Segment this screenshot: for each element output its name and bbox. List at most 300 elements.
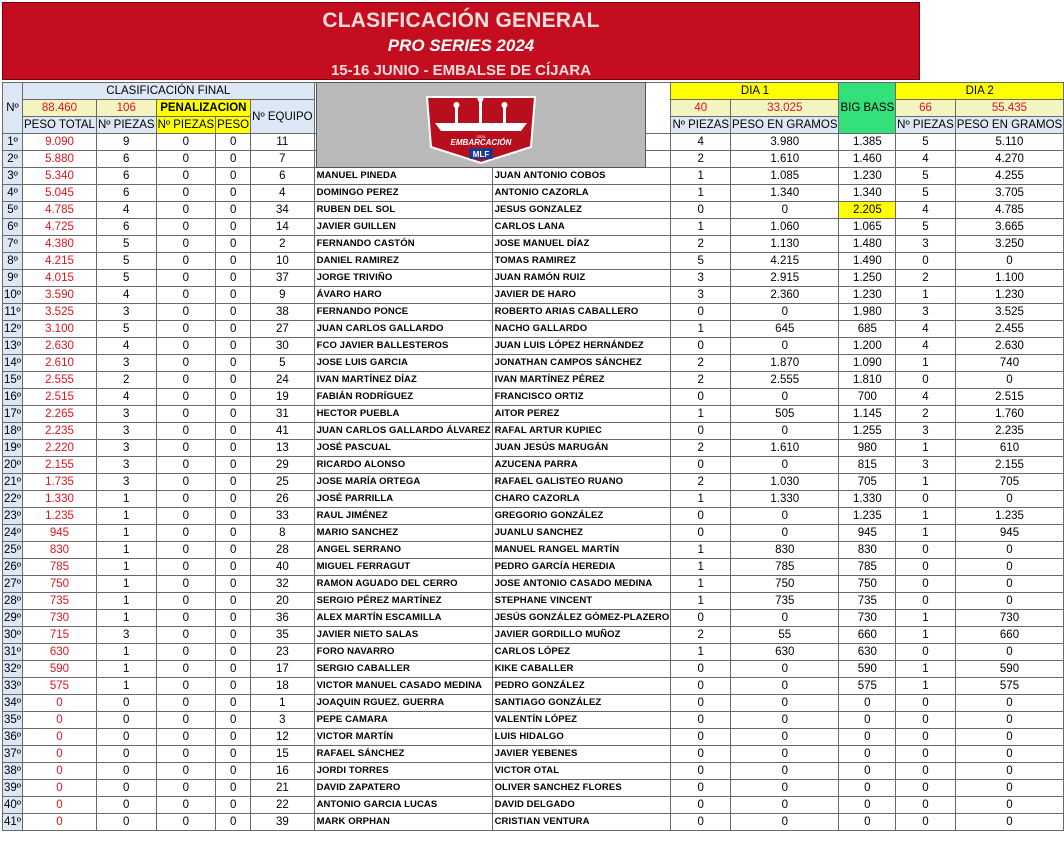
cell-angler-2: GREGORIO GONZÁLEZ <box>492 508 671 525</box>
table-row <box>3 678 1064 695</box>
cell-d1-peso: 4.215 <box>731 253 839 270</box>
cell-d2-peso: 0 <box>955 797 1063 814</box>
cell-pen-peso: 0 <box>216 389 251 406</box>
cell-d1-piezas: 0 <box>671 610 731 627</box>
cell-pen-peso: 0 <box>216 219 251 236</box>
cell-equipo: 31 <box>251 406 314 423</box>
cell-d1-piezas: 0 <box>671 814 731 831</box>
cell-d2-peso: 0 <box>955 576 1063 593</box>
cell-d1-piezas: 0 <box>671 678 731 695</box>
cell-pen-piezas: 0 <box>156 423 216 440</box>
cell-d1-piezas: 0 <box>671 338 731 355</box>
cell-d2-peso: 730 <box>955 610 1063 627</box>
cell-big-bass: 0 <box>839 814 896 831</box>
cell-d1-peso: 0 <box>731 508 839 525</box>
cell-big-bass: 2.205 <box>839 202 896 219</box>
cell-d2-piezas: 4 <box>896 202 956 219</box>
cell-d2-peso: 0 <box>955 372 1063 389</box>
cell-piezas: 3 <box>96 627 156 644</box>
cell-pen-peso: 0 <box>216 440 251 457</box>
cell-d1-peso: 1.085 <box>731 168 839 185</box>
table-row <box>3 236 1064 253</box>
cell-d1-peso: 505 <box>731 406 839 423</box>
cell-equipo: 27 <box>251 321 314 338</box>
cell-peso-total: 785 <box>23 559 97 576</box>
cell-peso-total: 0 <box>23 814 97 831</box>
cell-d1-piezas: 0 <box>671 202 731 219</box>
cell-pos: 4º <box>3 185 23 202</box>
cell-d2-peso: 1.230 <box>955 287 1063 304</box>
cell-angler-2: JUAN ANTONIO COBOS <box>492 168 671 185</box>
cell-angler-2: JOSE ANTONIO CASADO MEDINA <box>492 576 671 593</box>
cell-pen-piezas: 0 <box>156 610 216 627</box>
cell-peso-total: 1.735 <box>23 474 97 491</box>
cell-peso-total: 5.880 <box>23 151 97 168</box>
cell-peso-total: 590 <box>23 661 97 678</box>
cell-equipo: 21 <box>251 780 314 797</box>
boat-logo-icon <box>421 87 541 165</box>
cell-pen-peso: 0 <box>216 729 251 746</box>
cell-peso-total: 630 <box>23 644 97 661</box>
cell-peso-total: 730 <box>23 610 97 627</box>
cell-pen-peso: 0 <box>216 304 251 321</box>
big-bass-header: BIG BASS <box>839 83 896 134</box>
cell-d1-peso: 830 <box>731 542 839 559</box>
cell-big-bass: 0 <box>839 797 896 814</box>
cell-d1-peso: 645 <box>731 321 839 338</box>
cell-pen-peso: 0 <box>216 474 251 491</box>
cell-d1-peso: 0 <box>731 695 839 712</box>
cell-pen-peso: 0 <box>216 185 251 202</box>
cell-peso-total: 3.100 <box>23 321 97 338</box>
cell-pen-piezas: 0 <box>156 695 216 712</box>
cell-pen-piezas: 0 <box>156 406 216 423</box>
total-weight: 88.460 <box>23 100 97 117</box>
cell-pen-peso: 0 <box>216 202 251 219</box>
cell-pos: 26º <box>3 559 23 576</box>
cell-big-bass: 1.255 <box>839 423 896 440</box>
cell-big-bass: 1.250 <box>839 270 896 287</box>
cell-d1-peso: 0 <box>731 814 839 831</box>
cell-d2-peso: 0 <box>955 763 1063 780</box>
cell-big-bass: 980 <box>839 440 896 457</box>
cell-d1-piezas: 1 <box>671 542 731 559</box>
col-equipo-header: Nº EQUIPO <box>251 100 314 134</box>
cell-pen-peso: 0 <box>216 525 251 542</box>
cell-peso-total: 2.265 <box>23 406 97 423</box>
cell-pos: 10º <box>3 287 23 304</box>
cell-d1-piezas: 1 <box>671 321 731 338</box>
cell-d1-peso: 630 <box>731 644 839 661</box>
cell-d1-peso: 0 <box>731 746 839 763</box>
cell-pen-peso: 0 <box>216 627 251 644</box>
cell-d1-peso: 1.060 <box>731 219 839 236</box>
cell-d2-piezas: 0 <box>896 746 956 763</box>
cell-equipo: 40 <box>251 559 314 576</box>
cell-peso-total: 0 <box>23 746 97 763</box>
cell-pen-peso: 0 <box>216 253 251 270</box>
cell-big-bass: 685 <box>839 321 896 338</box>
cell-d1-piezas: 1 <box>671 406 731 423</box>
cell-angler-1: SERGIO CABALLER <box>314 661 492 678</box>
cell-d2-peso: 1.235 <box>955 508 1063 525</box>
cell-angler-1: RUBEN DEL SOL <box>314 202 492 219</box>
cell-angler-2: JESUS GONZALEZ <box>492 202 671 219</box>
cell-d1-piezas: 0 <box>671 389 731 406</box>
cell-piezas: 0 <box>96 814 156 831</box>
cell-angler-2: JUAN RAMÓN RUIZ <box>492 270 671 287</box>
cell-angler-1: JOAQUIN RGUEZ. GUERRA <box>314 695 492 712</box>
title-banner <box>2 2 920 80</box>
table-row <box>3 644 1064 661</box>
cell-pen-peso: 0 <box>216 338 251 355</box>
cell-peso-total: 4.215 <box>23 253 97 270</box>
cell-pen-peso: 0 <box>216 712 251 729</box>
cell-d2-peso: 2.515 <box>955 389 1063 406</box>
cell-equipo: 32 <box>251 576 314 593</box>
cell-piezas: 0 <box>96 712 156 729</box>
cell-d2-peso: 740 <box>955 355 1063 372</box>
cell-pen-piezas: 0 <box>156 304 216 321</box>
cell-peso-total: 0 <box>23 695 97 712</box>
cell-pos: 15º <box>3 372 23 389</box>
cell-pos: 33º <box>3 678 23 695</box>
cell-piezas: 3 <box>96 406 156 423</box>
cell-angler-2: JESÚS GONZÁLEZ GÓMEZ-PLAZERO <box>492 610 671 627</box>
cell-pos: 20º <box>3 457 23 474</box>
cell-d1-peso: 0 <box>731 661 839 678</box>
cell-big-bass: 1.065 <box>839 219 896 236</box>
cell-peso-total: 4.785 <box>23 202 97 219</box>
cell-pen-piezas: 0 <box>156 236 216 253</box>
cell-equipo: 15 <box>251 746 314 763</box>
table-row <box>3 542 1064 559</box>
cell-d1-peso: 1.330 <box>731 491 839 508</box>
cell-big-bass: 1.810 <box>839 372 896 389</box>
cell-d2-piezas: 4 <box>896 338 956 355</box>
cell-d2-peso: 3.250 <box>955 236 1063 253</box>
cell-big-bass: 1.330 <box>839 491 896 508</box>
cell-angler-2: PEDRO GARCÍA HEREDIA <box>492 559 671 576</box>
cell-d1-peso: 1.610 <box>731 440 839 457</box>
cell-piezas: 6 <box>96 168 156 185</box>
cell-equipo: 10 <box>251 253 314 270</box>
cell-equipo: 37 <box>251 270 314 287</box>
cell-angler-2: JUAN LUIS LÓPEZ HERNÁNDEZ <box>492 338 671 355</box>
penalty-header: PENALIZACION <box>156 100 251 117</box>
cell-d1-piezas: 0 <box>671 746 731 763</box>
cell-d1-piezas: 3 <box>671 270 731 287</box>
cell-pos: 39º <box>3 780 23 797</box>
cell-big-bass: 1.340 <box>839 185 896 202</box>
cell-piezas: 1 <box>96 491 156 508</box>
cell-d1-peso: 0 <box>731 678 839 695</box>
cell-d2-peso: 0 <box>955 695 1063 712</box>
cell-angler-1: FCO JAVIER BALLESTEROS <box>314 338 492 355</box>
cell-pen-peso: 0 <box>216 576 251 593</box>
cell-angler-2: NACHO GALLARDO <box>492 321 671 338</box>
cell-angler-1: MARK ORPHAN <box>314 814 492 831</box>
cell-d2-piezas: 3 <box>896 236 956 253</box>
cell-big-bass: 0 <box>839 780 896 797</box>
cell-d1-peso: 0 <box>731 457 839 474</box>
cell-d2-piezas: 0 <box>896 491 956 508</box>
cell-pen-piezas: 0 <box>156 746 216 763</box>
cell-d2-piezas: 0 <box>896 593 956 610</box>
cell-angler-1: JORGE TRIVIÑO <box>314 270 492 287</box>
cell-pos: 7º <box>3 236 23 253</box>
cell-equipo: 35 <box>251 627 314 644</box>
cell-angler-1: PEPE CAMARA <box>314 712 492 729</box>
cell-peso-total: 0 <box>23 797 97 814</box>
table-row <box>3 355 1064 372</box>
cell-pos: 3º <box>3 168 23 185</box>
cell-angler-1: VICTOR MARTÍN <box>314 729 492 746</box>
cell-pos: 9º <box>3 270 23 287</box>
cell-pen-piezas: 0 <box>156 168 216 185</box>
cell-pen-piezas: 0 <box>156 270 216 287</box>
cell-piezas: 4 <box>96 389 156 406</box>
table-row <box>3 763 1064 780</box>
cell-pen-piezas: 0 <box>156 151 216 168</box>
table-row <box>3 338 1064 355</box>
cell-d1-piezas: 4 <box>671 134 731 151</box>
cell-angler-1: MARIO SANCHEZ <box>314 525 492 542</box>
cell-piezas: 1 <box>96 661 156 678</box>
cell-big-bass: 945 <box>839 525 896 542</box>
cell-pos: 21º <box>3 474 23 491</box>
cell-pen-peso: 0 <box>216 542 251 559</box>
cell-big-bass: 1.090 <box>839 355 896 372</box>
cell-d1-piezas: 5 <box>671 253 731 270</box>
table-row <box>3 610 1064 627</box>
cell-d1-piezas: 1 <box>671 559 731 576</box>
cell-pen-piezas: 0 <box>156 559 216 576</box>
col-num-header: Nº <box>3 83 23 134</box>
cell-big-bass: 750 <box>839 576 896 593</box>
cell-pos: 37º <box>3 746 23 763</box>
cell-angler-2: LUIS HIDALGO <box>492 729 671 746</box>
cell-pen-piezas: 0 <box>156 219 216 236</box>
day1-total-weight: 33.025 <box>731 100 839 117</box>
cell-peso-total: 0 <box>23 780 97 797</box>
cell-angler-1: FERNANDO CASTÓN <box>314 236 492 253</box>
cell-pos: 30º <box>3 627 23 644</box>
cell-equipo: 23 <box>251 644 314 661</box>
cell-big-bass: 0 <box>839 695 896 712</box>
cell-angler-1: FABIÁN RODRÍGUEZ <box>314 389 492 406</box>
cell-equipo: 41 <box>251 423 314 440</box>
cell-d2-piezas: 1 <box>896 508 956 525</box>
cell-big-bass: 575 <box>839 678 896 695</box>
cell-peso-total: 3.590 <box>23 287 97 304</box>
cell-d1-peso: 0 <box>731 338 839 355</box>
cell-piezas: 0 <box>96 780 156 797</box>
cell-pen-piezas: 0 <box>156 627 216 644</box>
cell-d2-piezas: 0 <box>896 780 956 797</box>
cell-pen-peso: 0 <box>216 780 251 797</box>
cell-equipo: 26 <box>251 491 314 508</box>
cell-pen-piezas: 0 <box>156 763 216 780</box>
cell-d2-piezas: 1 <box>896 678 956 695</box>
cell-peso-total: 3.525 <box>23 304 97 321</box>
cell-equipo: 28 <box>251 542 314 559</box>
cell-piezas: 1 <box>96 678 156 695</box>
cell-d2-peso: 4.255 <box>955 168 1063 185</box>
cell-piezas: 3 <box>96 355 156 372</box>
cell-d2-peso: 0 <box>955 253 1063 270</box>
cell-d2-peso: 5.110 <box>955 134 1063 151</box>
cell-d2-peso: 0 <box>955 542 1063 559</box>
cell-d2-piezas: 0 <box>896 695 956 712</box>
col-d1-piezas: Nº PIEZAS <box>671 117 731 134</box>
cell-equipo: 5 <box>251 355 314 372</box>
cell-angler-2: MANUEL RANGEL MARTÍN <box>492 542 671 559</box>
table-row <box>3 372 1064 389</box>
cell-peso-total: 2.220 <box>23 440 97 457</box>
cell-equipo: 14 <box>251 219 314 236</box>
cell-angler-1: JOSE MARÍA ORTEGA <box>314 474 492 491</box>
cell-big-bass: 730 <box>839 610 896 627</box>
cell-d2-peso: 1.760 <box>955 406 1063 423</box>
cell-d2-peso: 0 <box>955 814 1063 831</box>
cell-angler-2: JUAN JESÚS MARUGÁN <box>492 440 671 457</box>
cell-piezas: 1 <box>96 576 156 593</box>
cell-piezas: 4 <box>96 287 156 304</box>
cell-angler-1: MIGUEL FERRAGUT <box>314 559 492 576</box>
cell-peso-total: 4.015 <box>23 270 97 287</box>
table-row <box>3 729 1064 746</box>
cell-d2-piezas: 0 <box>896 644 956 661</box>
cell-pen-peso: 0 <box>216 151 251 168</box>
cell-equipo: 17 <box>251 661 314 678</box>
cell-angler-2: RAFAEL GALISTEO RUANO <box>492 474 671 491</box>
cell-angler-1: ANGEL SERRANO <box>314 542 492 559</box>
cell-pen-piezas: 0 <box>156 678 216 695</box>
table-row <box>3 508 1064 525</box>
cell-peso-total: 750 <box>23 576 97 593</box>
logo-year: 2024 <box>476 134 486 139</box>
cell-peso-total: 9.090 <box>23 134 97 151</box>
cell-pen-peso: 0 <box>216 168 251 185</box>
cell-d1-piezas: 1 <box>671 593 731 610</box>
cell-pen-peso: 0 <box>216 814 251 831</box>
table-row <box>3 712 1064 729</box>
cell-d1-peso: 0 <box>731 610 839 627</box>
cell-d2-peso: 2.235 <box>955 423 1063 440</box>
cell-d2-piezas: 0 <box>896 797 956 814</box>
cell-big-bass: 0 <box>839 712 896 729</box>
cell-big-bass: 815 <box>839 457 896 474</box>
cell-d2-peso: 0 <box>955 746 1063 763</box>
day2-total-pieces: 66 <box>896 100 956 117</box>
cell-pen-peso: 0 <box>216 508 251 525</box>
cell-d2-peso: 3.525 <box>955 304 1063 321</box>
cell-big-bass: 660 <box>839 627 896 644</box>
table-row <box>3 287 1064 304</box>
cell-big-bass: 1.385 <box>839 134 896 151</box>
cell-pen-piezas: 0 <box>156 287 216 304</box>
cell-angler-1: JOSÉ PARRILLA <box>314 491 492 508</box>
cell-d1-peso: 0 <box>731 780 839 797</box>
cell-d2-piezas: 4 <box>896 389 956 406</box>
cell-d2-piezas: 0 <box>896 576 956 593</box>
cell-d2-piezas: 5 <box>896 219 956 236</box>
cell-pos: 41º <box>3 814 23 831</box>
cell-d1-peso: 735 <box>731 593 839 610</box>
cell-pos: 23º <box>3 508 23 525</box>
cell-pen-peso: 0 <box>216 559 251 576</box>
cell-d2-peso: 3.665 <box>955 219 1063 236</box>
cell-big-bass: 1.235 <box>839 508 896 525</box>
cell-peso-total: 0 <box>23 712 97 729</box>
cell-pos: 5º <box>3 202 23 219</box>
cell-d2-piezas: 5 <box>896 168 956 185</box>
cell-piezas: 3 <box>96 457 156 474</box>
cell-angler-2: CRISTIAN VENTURA <box>492 814 671 831</box>
cell-angler-2: JAVIER YEBENES <box>492 746 671 763</box>
table-row <box>3 814 1064 831</box>
day1-total-pieces: 40 <box>671 100 731 117</box>
cell-angler-1: FORO NAVARRO <box>314 644 492 661</box>
cell-piezas: 0 <box>96 729 156 746</box>
cell-big-bass: 1.460 <box>839 151 896 168</box>
cell-pen-peso: 0 <box>216 372 251 389</box>
cell-angler-2: AZUCENA PARRA <box>492 457 671 474</box>
cell-big-bass: 0 <box>839 763 896 780</box>
cell-d2-peso: 0 <box>955 729 1063 746</box>
cell-peso-total: 0 <box>23 763 97 780</box>
page-subtitle: PRO SERIES 2024 <box>387 36 535 55</box>
cell-big-bass: 1.145 <box>839 406 896 423</box>
cell-pos: 29º <box>3 610 23 627</box>
cell-d2-peso: 945 <box>955 525 1063 542</box>
cell-d2-piezas: 3 <box>896 304 956 321</box>
cell-peso-total: 2.235 <box>23 423 97 440</box>
cell-piezas: 1 <box>96 644 156 661</box>
cell-d1-piezas: 0 <box>671 661 731 678</box>
cell-angler-1: RAUL JIMÉNEZ <box>314 508 492 525</box>
cell-pen-piezas: 0 <box>156 593 216 610</box>
cell-peso-total: 2.610 <box>23 355 97 372</box>
cell-pos: 31º <box>3 644 23 661</box>
cell-d2-peso: 0 <box>955 712 1063 729</box>
cell-pos: 38º <box>3 763 23 780</box>
cell-big-bass: 630 <box>839 644 896 661</box>
cell-angler-2: FRANCISCO ORTIZ <box>492 389 671 406</box>
cell-peso-total: 715 <box>23 627 97 644</box>
cell-angler-1: RAMON AGUADO DEL CERRO <box>314 576 492 593</box>
cell-d1-piezas: 0 <box>671 508 731 525</box>
cell-angler-2: JAVIER DE HARO <box>492 287 671 304</box>
cell-angler-1: VICTOR MANUEL CASADO MEDINA <box>314 678 492 695</box>
cell-pen-peso: 0 <box>216 746 251 763</box>
col-n-piezas: Nº PIEZAS <box>96 117 156 134</box>
cell-d2-peso: 0 <box>955 593 1063 610</box>
cell-piezas: 3 <box>96 304 156 321</box>
cell-equipo: 3 <box>251 712 314 729</box>
cell-angler-2: CARLOS LANA <box>492 219 671 236</box>
table-row <box>3 202 1064 219</box>
cell-d1-piezas: 0 <box>671 525 731 542</box>
cell-angler-2: PEDRO GONZÁLEZ <box>492 678 671 695</box>
cell-pos: 32º <box>3 661 23 678</box>
cell-pos: 40º <box>3 797 23 814</box>
cell-d1-peso: 0 <box>731 525 839 542</box>
cell-pos: 14º <box>3 355 23 372</box>
cell-equipo: 19 <box>251 389 314 406</box>
cell-pen-peso: 0 <box>216 236 251 253</box>
